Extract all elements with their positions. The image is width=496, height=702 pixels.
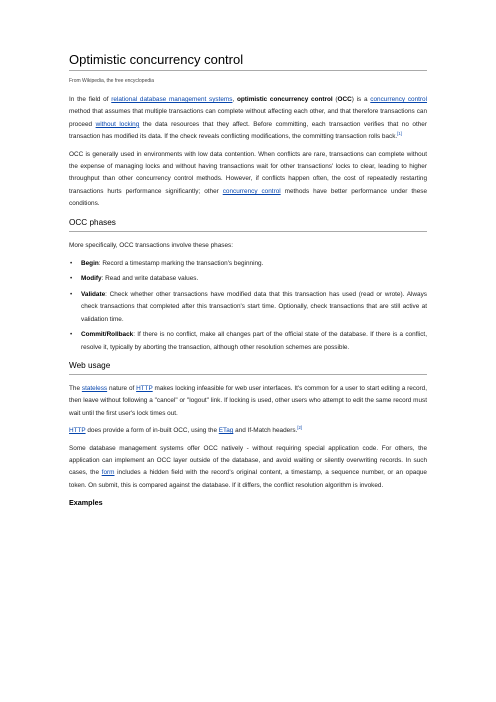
- term-occ-abbr: OCC: [337, 96, 352, 103]
- link-concurrency-control-2[interactable]: concurrency control: [222, 187, 281, 195]
- phase-term: Modify: [81, 275, 102, 283]
- link-rdbms[interactable]: relational database management systems: [111, 96, 233, 103]
- contention-paragraph: OCC is generally used in environments with low data contention. When conflicts are rare, transactions can complete without the expense of managing locks and without having transactions wait for other transactions' locks to clear, leading to higher throughput than other concurrency control methods. However, if conflicts happen often, the cost of repeatedly restarting transactions hurts performance significantly; other concurrency control methods have better performance under these conditions.: [69, 150, 427, 208]
- phases-list: [69, 258, 427, 354]
- bullet-icon: •: [70, 275, 73, 283]
- list-item: • Validate: Check whether other transactions have modified data that this transaction has used (read or wrote). Always check transactions that completed after this transaction's start time. Optionally, check transactions that are still active at validation time.: [70, 290, 427, 323]
- reference-1[interactable]: [1]: [397, 131, 402, 137]
- link-http[interactable]: HTTP: [136, 384, 153, 392]
- intro-paragraph: In the field of relational database management systems, optimistic concurrency control (OCC) is a concurrency control method that assumes that multiple transactions can complete without affecting each other, and that therefore transactions can proceed without locking the data resources that they affect. Before committing, each transaction verifies that no other transaction has modified its data. If the check reveals conflicting modifications, the committing transaction rolls back.[1]: [69, 96, 428, 141]
- phase-term: Begin: [81, 260, 99, 268]
- web-paragraph-2: HTTP does provide a form of in-built OCC, using the ETag and If-Match headers.[2]: [69, 425, 302, 435]
- phases-intro: More specifically, OCC transactions involve these phases:: [69, 241, 233, 249]
- link-etag[interactable]: ETag: [218, 427, 234, 435]
- phase-term: Validate: [81, 290, 106, 298]
- web-paragraph-3: Some database management systems offer OCC natively - without requiring special application code. For others, the application can implement an OCC layer outside of the database, and avoid waiting or silently overwriting records. In such cases, the form includes a hidden field with the record's original content, a timestamp, a sequence number, or an opaque token. On submit, this is compared against the database. If it differs, the conflict resolution algorithm is invoked.: [69, 444, 427, 489]
- link-form[interactable]: form: [101, 469, 115, 477]
- link-http-2[interactable]: HTTP: [69, 427, 86, 435]
- bullet-icon: •: [70, 290, 73, 298]
- link-concurrency-control[interactable]: concurrency control: [370, 96, 428, 103]
- web-paragraph-1: The stateless nature of HTTP makes locking infeasible for web user interfaces. It's common for a user to start editing a record, then leave without following a "cancel" or "logout" link. If locking is used, other users who attempt to edit the same record must wait until the first user's lock times out.: [69, 384, 427, 417]
- list-item: • Modify: Read and write database values.: [69, 273, 427, 285]
- bullet-icon: •: [70, 331, 73, 339]
- bullet-icon: •: [70, 260, 73, 268]
- section-heading-web-usage: Web usage: [69, 361, 427, 375]
- section-heading-occ-phases: OCC phases: [69, 218, 427, 232]
- list-item: • Begin: Record a timestamp marking the transaction's beginning.: [69, 258, 427, 270]
- page-subtitle: From Wikipedia, the free encyclopedia: [69, 78, 155, 84]
- list-item: • Commit/Rollback: If there is no conflict, make all changes part of the official state of the database. If there is a conflict, resolve it, typically by aborting the transaction, although other resolution schemes are possible.: [70, 331, 427, 351]
- page-title: Optimistic concurrency control: [69, 52, 427, 71]
- reference-2[interactable]: [2]: [297, 425, 302, 430]
- term-occ: optimistic concurrency control: [236, 96, 333, 103]
- section-heading-examples: Examples: [69, 498, 103, 508]
- link-stateless[interactable]: stateless: [81, 384, 108, 392]
- link-without-locking[interactable]: without locking: [95, 120, 140, 128]
- phase-term: Commit/Rollback: [81, 331, 134, 339]
